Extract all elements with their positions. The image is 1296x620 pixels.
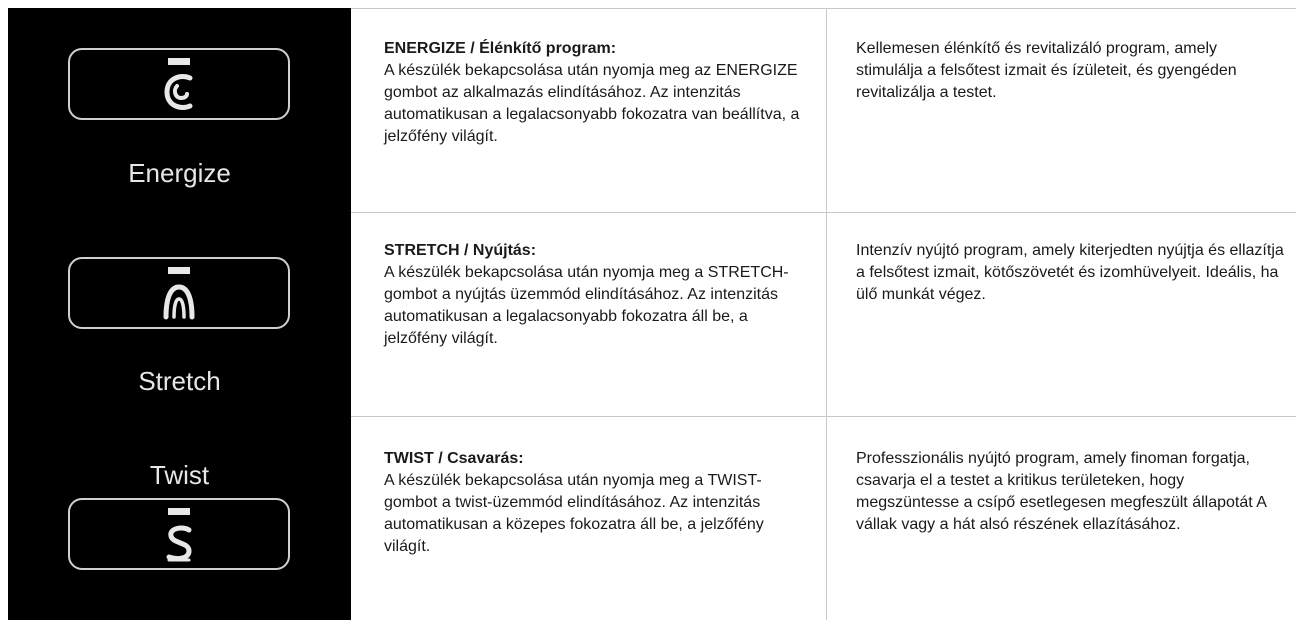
row-divider [351,212,1296,213]
twist-s-icon [159,522,199,564]
icon-cell [8,416,351,620]
button-label: Stretch [138,366,221,396]
program-title: TWIST / Csavarás: [384,450,524,467]
program-effect: Kellemesen élénkítő és revitalizáló program, amely stimulálja a felsőtest izmait és ízületeit, és gyengéden revitalizálja a testet. [856,40,1237,101]
row-divider [351,8,1296,9]
program-title: ENERGIZE / Élénkítő program: [384,40,617,57]
program-effect: Professzionális nyújtó program, amely finoman forgatja, csavarja el a testet a kritikus területeken, hogy megszüntesse a csípő esetlegesen megfeszült állapotát A vállak vagy a hát alsó részének ellazításához. [856,450,1267,533]
program-effect: Intenzív nyújtó program, amely kiterjedten nyújtja és ellazítja a felsőtest izmait, kötőszövetét és izomhüvelyeit. Ideális, ha ülő munkát végez. [856,242,1284,303]
icon-cell [8,212,351,416]
energize-button[interactable] [68,48,290,120]
program-instructions: A készülék bekapcsolása után nyomja meg a STRETCH-gombot a nyújtás üzemmód elindításához. Az intenzitás automatikusan a legalacsonyabb fokozatra áll be, a jelzőfény világít. [384,264,789,347]
program-instructions: A készülék bekapcsolása után nyomja meg a TWIST-gombot a twist-üzemmód elindításához. Az intenzitás automatikusan a közepes fokozatra áll be, a jelzőfény világít. [384,472,764,555]
button-label: Energize [128,158,231,188]
program-description [384,240,804,350]
icon-cell [8,8,351,212]
energize-wave-icon [159,72,199,114]
program-title: STRETCH / Nyújtás: [384,242,537,259]
indicator-light [168,58,190,65]
indicator-light [168,267,190,274]
program-description [384,448,804,558]
program-row-energize [8,8,1296,212]
program-description [384,38,804,148]
program-row-twist [8,416,1296,620]
stretch-arch-icon [159,281,199,323]
indicator-light [168,508,190,515]
row-divider [351,416,1296,417]
stretch-button[interactable] [68,257,290,329]
program-table [8,8,1296,620]
program-instructions: A készülék bekapcsolása után nyomja meg az ENERGIZE gombot az alkalmazás elindításához. Az intenzitás automatikusan a legalacsonyabb fokozatra van beállítva, a jelzőfény világít. [384,62,800,145]
program-row-stretch [8,212,1296,416]
twist-button[interactable] [68,498,290,570]
button-label: Twist [149,460,210,490]
